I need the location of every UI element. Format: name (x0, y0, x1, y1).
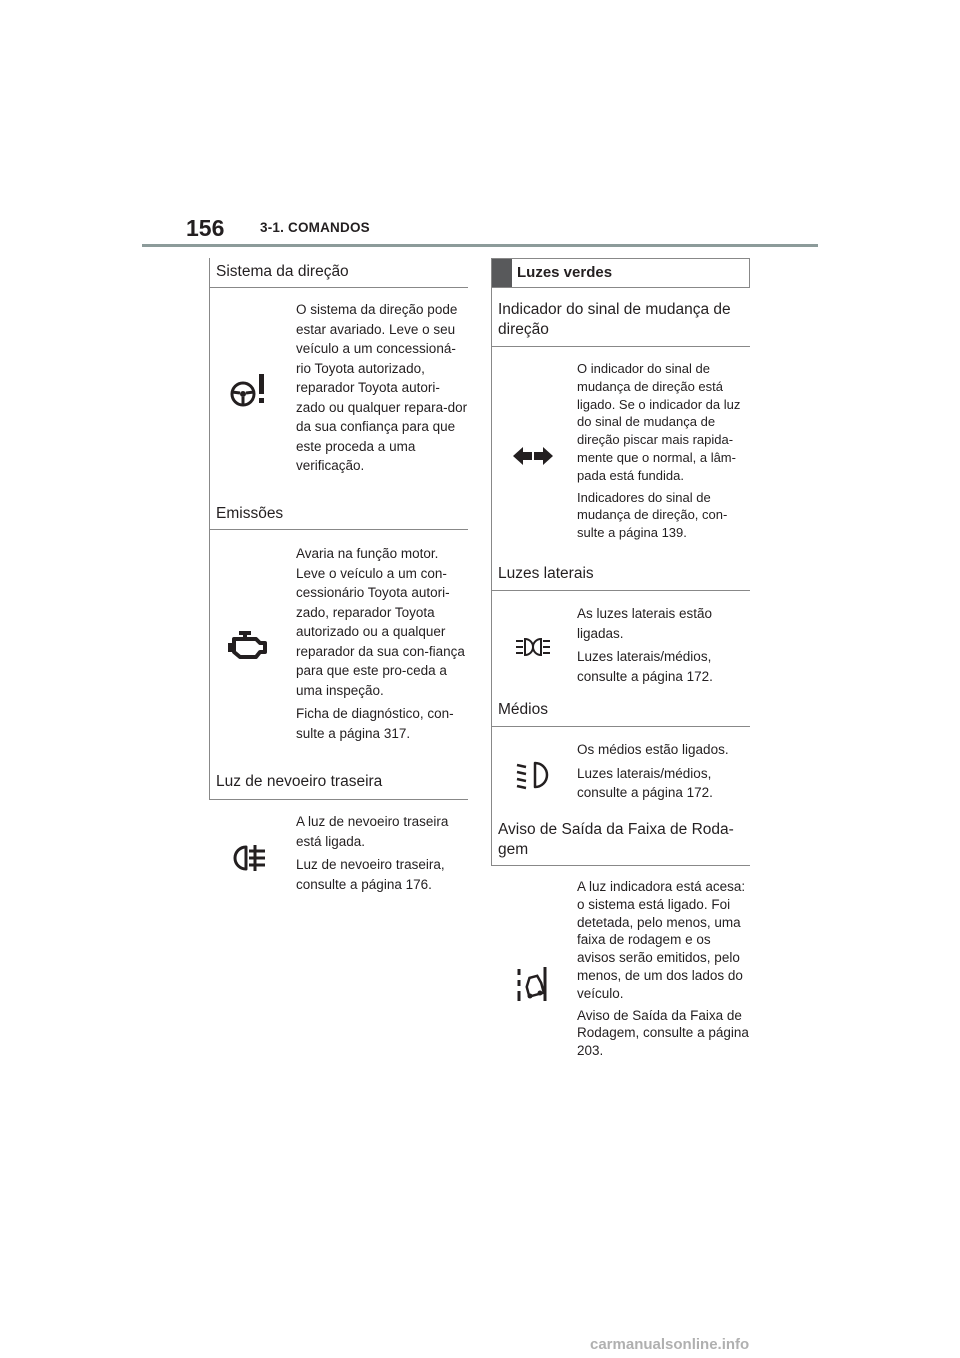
heading-emissions: Emissões (210, 502, 468, 530)
side-lights-icon (515, 637, 551, 657)
steering-warning-icon (228, 372, 270, 410)
paragraph: A luz indicadora está acesa: o sistema está ligado. Foi detetada, pelo menos, uma faixa de rodagem e os avisos serão emitidos, pelo menos, de um dos lados do veículo. (577, 879, 746, 1001)
watermark: carmanualsonline.info (590, 1336, 750, 1353)
heading-steering-system: Sistema da direção (210, 258, 468, 288)
paragraph: O sistema da direção pode estar avariado. Leve o seu veículo a um concessioná-rio Toyota autorizado, reparador Toyota autori-zado ou qualquer repara-dor da sua confiança para que este proceda a uma verificação. (296, 302, 468, 473)
paragraph: Indicadores do sinal de mudança de direção, con-sulte a página 139. (577, 489, 728, 541)
turn-signal-text (577, 360, 749, 546)
paragraph: Ficha de diagnóstico, con-sulte a página 317. (296, 706, 454, 741)
emissions-text (296, 544, 468, 747)
lane-departure-text (577, 878, 749, 1064)
heading-turn-signal: Indicador do sinal de mudança de direção (492, 300, 750, 347)
paragraph: A luz de nevoeiro traseira está ligada. (296, 814, 449, 849)
lane-departure-icon (516, 965, 550, 1003)
paragraph: As luzes laterais estão ligadas. (577, 606, 713, 641)
low-beam-text (577, 740, 749, 807)
engine-check-icon (228, 630, 270, 660)
rear-fog-light-icon (232, 844, 268, 872)
section-title: 3-1. COMANDOS (260, 220, 370, 235)
rear-fog-text (296, 812, 468, 898)
paragraph: Luzes laterais/médios, consulte a página 172. (577, 765, 713, 800)
paragraph: Aviso de Saída da Faixa de Rodagem, consulte a página 203. (577, 1007, 749, 1059)
heading-rear-fog-light: Luz de nevoeiro traseira (210, 770, 468, 800)
paragraph: Luz de nevoeiro traseira, consulte a página 176. (296, 857, 445, 892)
heading-low-beam: Médios (492, 700, 750, 727)
side-lights-text (577, 604, 749, 690)
steering-text (296, 300, 468, 480)
group-title-green-lights: Luzes verdes (491, 258, 750, 288)
heading-side-lights: Luzes laterais (492, 562, 750, 591)
paragraph: Os médios estão ligados. (577, 742, 729, 757)
paragraph: O indicador do sinal de mudança de direção está ligado. Se o indicador da luz do sinal de mudança de direção piscar mais rapida-mente que o normal, a lâm-pada está fundida. (577, 361, 741, 483)
turn-signal-arrows-icon (513, 445, 553, 467)
heading-lane-departure: Aviso de Saída da Faixa de Roda- gem (492, 820, 750, 866)
page-number: 156 (186, 215, 225, 241)
header-rule (142, 244, 818, 247)
paragraph: Luzes laterais/médios, consulte a página 172. (577, 649, 713, 684)
low-beam-icon (515, 760, 551, 790)
group-marker (492, 259, 512, 287)
paragraph: Avaria na função motor. Leve o veículo a um con-cessionário Toyota autori-zado, reparador Toyota autorizado ou a qualquer reparador da sua con-fiança para que este pro-ceda a uma inspeção. (296, 546, 465, 698)
